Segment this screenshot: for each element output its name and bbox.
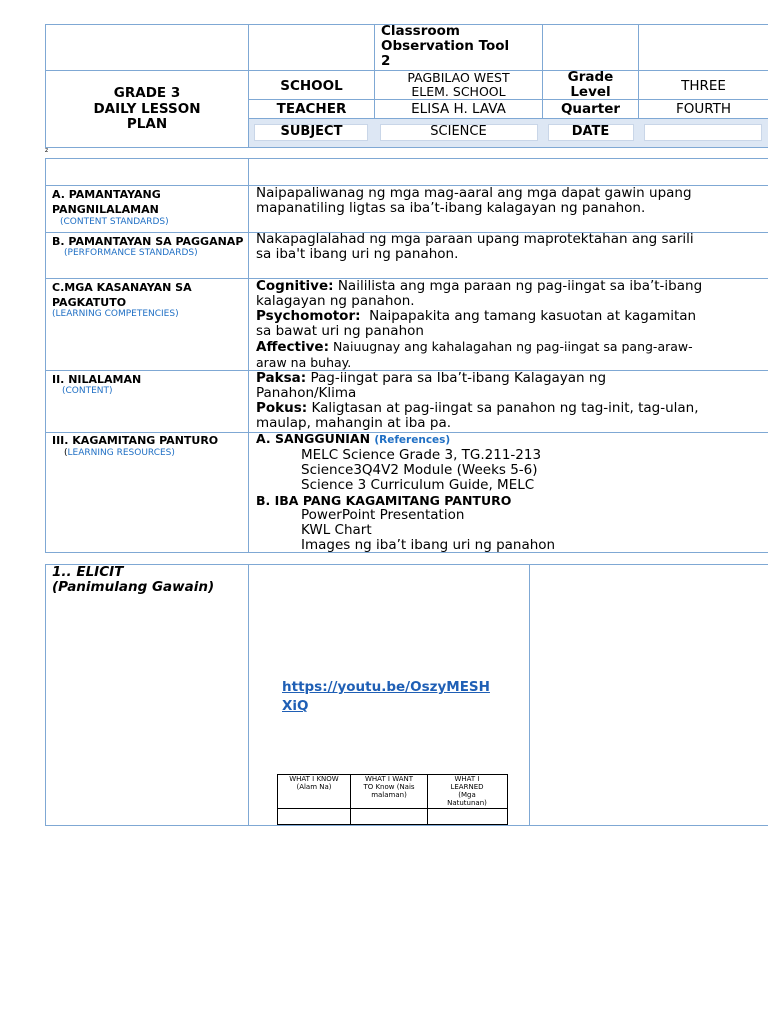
performance-standards-text xyxy=(256,232,694,262)
learning-competencies-sublabel: (LEARNING COMPETENCIES) xyxy=(52,309,179,319)
kwl-header-line: LEARNED xyxy=(450,783,484,791)
paksa-line xyxy=(256,371,699,386)
affective-text: araw na buhay. xyxy=(256,355,352,370)
resources-sublabel-prefix: ( xyxy=(64,448,68,458)
kwl-header-line: WHAT I WANT xyxy=(364,775,414,783)
kwl-header-line: Natutunan) xyxy=(447,799,487,807)
subject-label: SUBJECT xyxy=(280,124,343,139)
kwl-header-learned xyxy=(428,775,506,807)
kwl-header-line: WHAT I KNOW xyxy=(289,775,339,783)
references-heading xyxy=(256,431,555,448)
school-value-line: PAGBILAO WEST xyxy=(407,70,510,85)
subject-value: SCIENCE xyxy=(430,124,487,139)
resources-sublabel xyxy=(64,447,175,459)
grade-level-label-line: Level xyxy=(570,84,611,100)
cognitive-line xyxy=(256,279,702,294)
tool-title-line: Observation Tool xyxy=(381,38,510,54)
kwl-header-know xyxy=(278,775,350,791)
learning-competencies-text xyxy=(256,279,702,370)
kwl-header-line: WHAT I xyxy=(454,775,480,783)
video-link[interactable] xyxy=(282,676,490,714)
affective-line xyxy=(256,339,702,355)
plan-title-line: PLAN xyxy=(126,116,168,132)
affective-label: Affective: xyxy=(256,339,329,355)
resources-sublabel-text: LEARNING RESOURCES) xyxy=(67,448,175,458)
other-resource-item: KWL Chart xyxy=(301,522,372,538)
content-standards-label-line: PANGNILALAMAN xyxy=(52,203,159,216)
kwl-header-want xyxy=(351,775,427,799)
video-link-line[interactable]: https://youtu.be/OszyMESH xyxy=(282,679,490,695)
reference-item: Science3Q4V2 Module (Weeks 5-6) xyxy=(301,462,538,478)
elicit-title-line: (Panimulang Gawain) xyxy=(52,579,215,595)
school-value-line: ELEM. SCHOOL xyxy=(411,84,506,99)
psychomotor-label: Psychomotor: xyxy=(256,308,361,324)
grade-level-label-line: Grade xyxy=(567,69,614,85)
performance-standards-text-line: sa iba't ibang uri ng panahon. xyxy=(256,246,459,262)
learning-competencies-label xyxy=(52,280,192,310)
paksa-text: Pag-iingat para sa Iba’t-ibang Kalagayan ng xyxy=(306,370,607,386)
quarter-value: FOURTH xyxy=(675,101,732,117)
school-label: SCHOOL xyxy=(280,78,343,94)
learning-competencies-label-line: C.MGA KASANAYAN SA xyxy=(52,281,192,294)
psychomotor-line xyxy=(256,309,702,324)
references-label: A. SANGGUNIAN xyxy=(256,431,371,446)
elicit-title-line: 1.. ELICIT xyxy=(52,564,124,580)
cognitive-text: kalagayan ng panahon. xyxy=(256,293,415,309)
reference-item: MELC Science Grade 3, TG.211-213 xyxy=(301,447,542,463)
content-sublabel: (CONTENT) xyxy=(62,386,113,396)
performance-standards-sublabel: (PERFORMANCE STANDARDS) xyxy=(64,248,198,258)
tool-title xyxy=(381,24,509,69)
content-standards-label-line: A. PAMANTAYANG xyxy=(52,188,161,201)
references-sublabel: (References) xyxy=(374,434,451,446)
pokus-line xyxy=(256,401,699,416)
pokus-label: Pokus: xyxy=(256,400,308,416)
quarter-label: Quarter xyxy=(560,101,621,117)
tool-title-line: Classroom xyxy=(381,23,460,39)
content-standards-sublabel: (CONTENT STANDARDS) xyxy=(60,217,169,227)
tool-title-line: 2 xyxy=(381,53,391,69)
paksa-label: Paksa: xyxy=(256,370,307,386)
kwl-header-line: TO Know (Nais xyxy=(363,783,415,791)
content-standards-label xyxy=(52,187,161,217)
affective-text: Naiuugnay ang kahalagahan ng pag-iingat sa pang-araw- xyxy=(328,339,693,354)
date-label: DATE xyxy=(571,124,610,139)
paksa-text: Panahon/Klima xyxy=(256,385,357,401)
learning-competencies-label-line: PAGKATUTO xyxy=(52,296,127,309)
teacher-label: TEACHER xyxy=(276,101,347,117)
school-value xyxy=(375,71,542,99)
content-standards-text-line: Naipapaliwanag ng mga mag-aaral ang mga dapat gawin upang xyxy=(256,185,692,201)
cognitive-text: Naililista ang mga paraan ng pag-iingat sa iba’t-ibang xyxy=(333,278,703,294)
pokus-text: Kaligtasan at pag-iingat sa panahon ng tag-init, tag-ulan, xyxy=(307,400,699,416)
resources-text xyxy=(256,431,555,553)
kwl-header-line: malaman) xyxy=(371,791,407,799)
kwl-header-line: (Mga xyxy=(458,791,476,799)
teacher-value: ELISA H. LAVA xyxy=(411,101,506,117)
other-resources-label: B. IBA PANG KAGAMITANG PANTURO xyxy=(256,493,512,508)
cognitive-label: Cognitive: xyxy=(256,278,334,294)
pokus-text: maulap, mahangin at iba pa. xyxy=(256,415,452,431)
resources-label: III. KAGAMITANG PANTURO xyxy=(52,434,219,447)
video-link-line[interactable]: XiQ xyxy=(282,698,309,714)
elicit-title xyxy=(52,565,214,595)
performance-standards-text-line: Nakapaglalahad ng mga paraan upang maprotektahan ang sarili xyxy=(256,231,694,247)
content-label: II. NILALAMAN xyxy=(52,373,142,386)
psychomotor-text: sa bawat uri ng panahon xyxy=(256,323,424,339)
performance-standards-label: B. PAMANTAYAN SA PAGGANAP xyxy=(52,235,244,248)
other-resource-item: PowerPoint Presentation xyxy=(301,507,465,523)
reference-item: Science 3 Curriculum Guide, MELC xyxy=(301,477,535,493)
kwl-header-line: (Alam Na) xyxy=(296,783,332,791)
plan-title-line: DAILY LESSON xyxy=(93,100,201,117)
grade-level-value: THREE xyxy=(681,78,726,94)
other-resource-item: Images ng iba’t ibang uri ng panahon xyxy=(301,537,556,553)
content-text xyxy=(256,371,699,431)
plan-title xyxy=(46,86,248,133)
plan-title-line: GRADE 3 xyxy=(113,85,181,101)
stray-mark: z xyxy=(45,147,49,154)
psychomotor-text: Naipapakita ang tamang kasuotan at kagamitan xyxy=(360,308,697,324)
grade-level-label xyxy=(543,70,638,100)
content-standards-text xyxy=(256,186,692,216)
content-standards-text-line: mapanatiling ligtas sa iba’t-ibang kalagayan ng panahon. xyxy=(256,200,646,216)
